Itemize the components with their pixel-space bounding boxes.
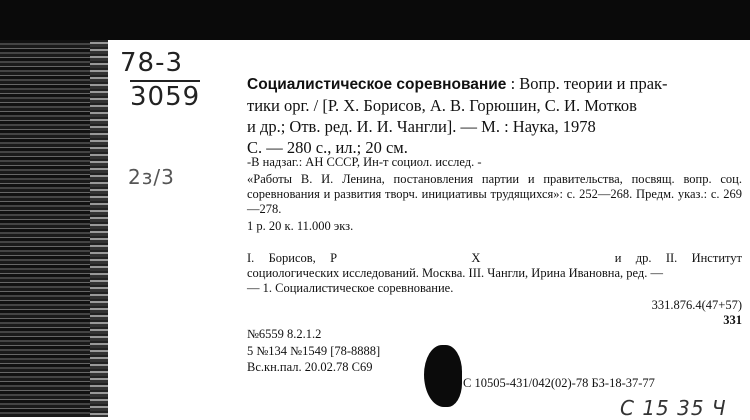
record-main-entry [247,73,742,158]
handwritten-bottom-note: С 15 35 Ч [620,396,727,420]
udc-code-2: 331 [723,313,742,327]
ink-blot [424,345,462,407]
record-line4: С. — 280 с., ил.; 20 см. [247,138,408,157]
left-edge-scan-artifact [0,40,108,417]
udc-classification [652,298,742,328]
handwritten-shelfmark-2: 3059 [130,82,201,112]
tracing-part-d: — 1. Социалистическое соревнование. [247,281,454,295]
record-title: Социалистическое соревнование [247,76,507,93]
footer-line-1: №6559 8.2.1.2 [247,327,322,341]
tracing-part-c: и др. II. Институт социологических исследований. Москва. III. Чангли, Ирина Ивановна, ред. — [247,251,743,280]
handwritten-shelfmark-1: 78-3 [120,48,184,78]
record-tracings [247,251,742,296]
record-note-contents: «Работы В. И. Ленина, постановления партии и правительства, посвящ. вопр. соц. соревнования и развития творч. инициативы трудящихся»: с. 252—268. Предм. указ.: с. 269—278. [247,172,742,216]
tracing-part-a: I. Борисов, Р [247,251,338,265]
record-line2: тики орг. / [Р. Х. Борисов, А. В. Горюшин, С. И. Мотков [247,96,637,115]
record-note-header: -В надзаг.: АН СССР, Ин-т социол. исслед. - [247,155,482,169]
record-line1-rest: : Вопр. теории и прак- [510,74,668,93]
footer-line-2: 5 №134 №1549 [78-8888] [247,344,381,358]
footer-line-4: С 10505-431/042(02)-78 БЗ-18-37-77 [463,376,655,390]
record-line3: и др.; Отв. ред. И. И. Чангли]. — М. : Наука, 1978 [247,117,596,136]
top-black-border [0,0,750,40]
tracing-part-b: Х [471,251,481,265]
handwritten-note: 2ɜ/3 [128,165,175,189]
footer-line-3: Вс.кн.пал. 20.02.78 С69 [247,360,373,374]
udc-code-1: 331.876.4(47+57) [651,298,742,312]
record-note-price: 1 р. 20 к. 11.000 экз. [247,219,354,233]
